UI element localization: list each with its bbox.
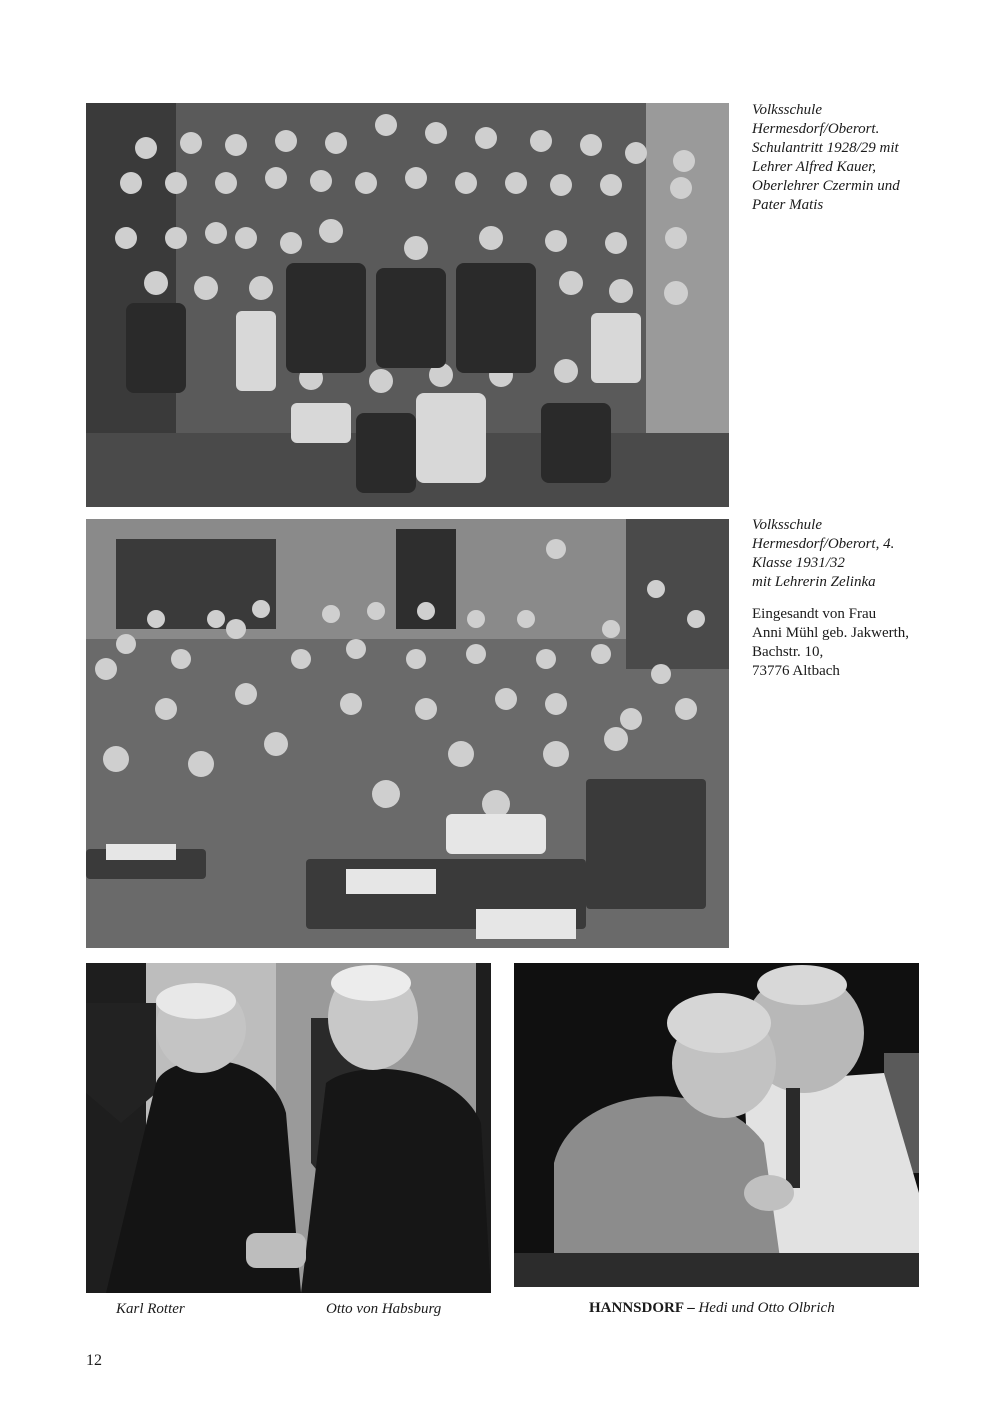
caption-couple-names: Hedi und Otto Olbrich <box>698 1300 835 1316</box>
caption-line: Volksschule <box>752 102 822 118</box>
sender-note <box>752 605 909 681</box>
caption-line: Schulantritt 1928/29 mit <box>752 140 899 156</box>
caption-class-photo-1928 <box>752 101 900 215</box>
caption-line: mit Lehrerin Zelinka <box>752 574 876 590</box>
sender-line: Anni Mühl geb. Jakwerth, <box>752 625 910 641</box>
caption-line: Klasse 1931/32 <box>752 555 845 571</box>
couple-photo <box>514 963 919 1287</box>
caption-karl-rotter: Karl Rotter <box>116 1301 185 1317</box>
page-number: 12 <box>86 1352 102 1369</box>
caption-place: HANNSDORF – <box>589 1300 695 1316</box>
class-photo-1928 <box>86 103 729 507</box>
sender-line: Eingesandt von Frau <box>752 606 877 622</box>
caption-line: Pater Matis <box>752 197 824 213</box>
handshake-photo <box>86 963 491 1293</box>
classroom-photo-1931 <box>86 519 729 948</box>
caption-line: Lehrer Alfred Kauer, <box>752 159 877 175</box>
sender-line: 73776 Altbach <box>752 663 840 679</box>
caption-line: Oberlehrer Czermin und <box>752 178 900 194</box>
caption-hannsdorf <box>589 1299 835 1318</box>
caption-classroom-photo-1931 <box>752 516 894 592</box>
caption-line: Volksschule <box>752 517 822 533</box>
sender-line: Bachstr. 10, <box>752 644 824 660</box>
caption-otto-von-habsburg: Otto von Habsburg <box>326 1301 442 1317</box>
caption-line: Hermesdorf/Oberort, 4. <box>752 536 895 552</box>
caption-line: Hermesdorf/Oberort. <box>752 121 880 137</box>
